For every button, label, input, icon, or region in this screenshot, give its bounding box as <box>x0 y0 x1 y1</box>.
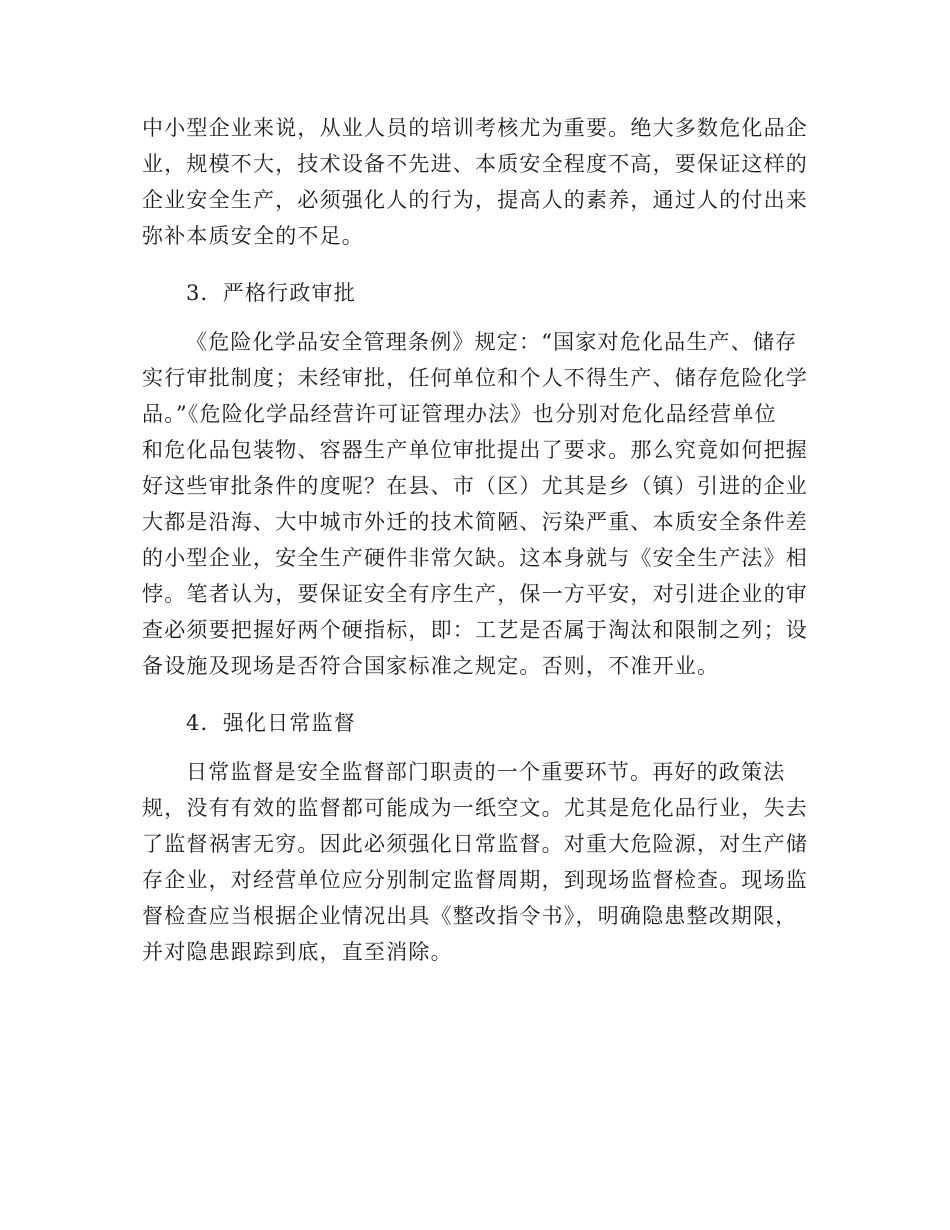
paragraph-2-line-10: 备设施及现场是否符合国家标准之规定。否则，不准开业。 <box>142 654 720 678</box>
paragraph-2-line-6: 大都是沿海、大中城市外迁的技术简陋、污染严重、本质安全条件差 <box>142 510 808 534</box>
paragraph-3-line-6: 并对隐患跟踪到底，直至消除。 <box>142 940 453 964</box>
paragraph-2-line-4: 和危化品包装物、容器生产单位审批提出了要求。那么究竟如何把握 <box>142 438 808 462</box>
paragraph-2-line-1: 《危险化学品安全管理条例》规定：“国家对危化品生产、储存 <box>186 330 798 354</box>
paragraph-1-line-2: 业，规模不大，技术设备不先进、本质安全程度不高，要保证这样的 <box>142 152 808 176</box>
paragraph-1-line-1: 中小型企业来说，从业人员的培训考核尤为重要。绝大多数危化品企 <box>142 116 808 140</box>
paragraph-3-line-3: 了监督祸害无穷。因此必须强化日常监督。对重大危险源，对生产储 <box>142 832 808 856</box>
paragraph-2-line-2: 实行审批制度；未经审批，任何单位和个人不得生产、储存危险化学 <box>142 366 808 390</box>
section-heading-3: 3．严格行政审批 <box>186 281 356 305</box>
paragraph-3-line-5: 督检查应当根据企业情况出具《整改指令书》，明确隐患整改期限， <box>142 904 798 928</box>
paragraph-3-line-1: 日常监督是安全监督部门职责的一个重要环节。再好的政策法 <box>186 760 786 784</box>
paragraph-1-line-4: 弥补本质安全的不足。 <box>142 224 364 248</box>
paragraph-2-line-5: 好这些审批条件的度呢？在县、市（区）尤其是乡（镇）引进的企业 <box>142 474 808 498</box>
paragraph-2-line-3: 品。”《危险化学品经营许可证管理办法》也分别对危化品经营单位 <box>142 402 777 426</box>
paragraph-2-line-9: 查必须要把握好两个硬指标，即：工艺是否属于淘汰和限制之列；设 <box>142 618 808 642</box>
paragraph-3-line-4: 存企业，对经营单位应分别制定监督周期，到现场监督检查。现场监 <box>142 868 808 892</box>
paragraph-2-line-7: 的小型企业，安全生产硬件非常欠缺。这本身就与《安全生产法》相 <box>142 546 808 570</box>
paragraph-1-line-3: 企业安全生产，必须强化人的行为，提高人的素养，通过人的付出来 <box>142 188 808 212</box>
section-heading-4: 4．强化日常监督 <box>186 711 356 735</box>
paragraph-2-line-8: 悖。笔者认为，要保证安全有序生产，保一方平安，对引进企业的审 <box>142 582 808 606</box>
paragraph-3-line-2: 规，没有有效的监督都可能成为一纸空文。尤其是危化品行业，失去 <box>142 796 808 820</box>
